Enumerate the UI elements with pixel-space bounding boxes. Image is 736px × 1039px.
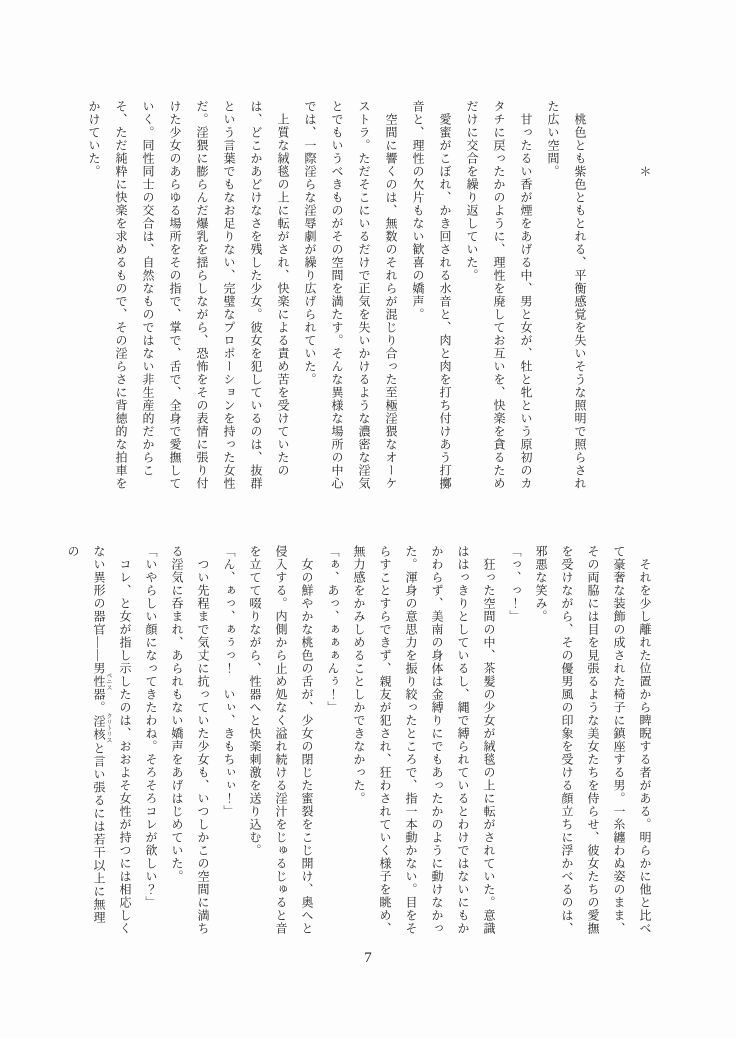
- paragraph: それを少し離れた位置から睥睨する者がある。明らかに他と比べて豪奢な装飾の成された椅子に鎮座する男。一糸纏わぬ姿のまま、その両脇には目を見張るような美女たちを侍らせ、彼女たちの愛撫を受けながら、その優男風の印象を受ける顔立ちに浮かべるのは、邪悪な笑み。: [534, 545, 652, 935]
- paragraph: 桃色とも紫色ともとれる、平衡感覚を失いそうな照明で照らされた広い空間。: [546, 100, 587, 490]
- scene-divider: ＊: [638, 165, 652, 178]
- paragraph: 空間に響くのは、無数のそれらが混じり合った至極淫猥なオーケストラ。ただそこにいるだけで正気を失いかけるような濃密な淫気とでもいうべきものがその空間を満たす。そんな異様な場所の中心では、一際淫らな淫辱劇が繰り広げられていた。: [303, 100, 398, 490]
- paragraph: 狂った空間の中、茶髪の少女が絨毯の上に転がされていた。意識ははっきりとしているし、縄で縛られているとわけではないにもかかわらず、美南の身体は金縛りにでもあったかのように動けなかった。渾身の意思力を振り絞ったところで、指一本動かない。目をそらすことすらできず、親友が犯され、狂わされていく様子を眺め、無力感をかみしめることしかできなかった。: [352, 545, 496, 935]
- paragraph: 上質な絨毯の上に転がされ、快楽による責め苦を受けていたのは、どこかあどけなさを残した少女。彼女を犯しているのは、抜群という言葉でもなお足りない、完璧なプロポーションを持った女性だ。淫猥に膨らんだ爆乳を揺らしながら、恐怖をその表情に張り付けた少女のあらゆる場所をその指で、掌で、舌で、全身で愛撫していく。同性同士の交合は、自然なものではない非生産的だからこそ、ただ純粋に快楽を求めるもので、その淫らさに背徳的な拍車をかけていた。: [87, 100, 290, 490]
- paragraph: つい先程まで気丈に抗っていた少女も、いつしかこの空間に満ちる淫気に呑まれ、あられもない嬌声をあげはじめていた。: [170, 545, 210, 935]
- page-number: 7: [364, 950, 372, 966]
- paragraph: 「ぁ、あっ、ぁぁぁんぅ！」: [326, 545, 340, 714]
- upper-text-block: [80, 100, 658, 490]
- lower-text-block: [60, 545, 658, 935]
- paragraph: 女の鮮やかな桃色の舌が、少女の閉じた蜜裂をこじ開け、奥へと侵入する。内側から止め処なく溢れ続ける淫汁をじゅるじゅると音を立てて啜りながら、性器へと快楽刺激を送り込む。: [248, 545, 314, 935]
- paragraph: 「ん、ぁっ、ぁぅっ！ いぃ、きもちぃぃ！」: [222, 545, 236, 818]
- paragraph: 愛蜜がこぼれ、かき回される水音と、肉と肉を打ち付けあう打擲音と、理性の欠片もない歓喜の嬌声。: [411, 100, 452, 490]
- ruby-annotated-word: 男性器 ペニス: [92, 662, 111, 701]
- paragraph: 「いやらしい顔になってきたわね。そろそろコレが欲しい？」: [144, 545, 158, 909]
- paragraph: 甘ったるい香が煙をあげる中、男と女が、牡と牝という原初のカタチに戻ったかのように、理性を廃してお互いを、快楽を貪るためだけに交合を繰り返していた。: [465, 100, 533, 490]
- paragraph: 「っ、っ！」: [508, 545, 522, 623]
- ruby-annotated-word: 淫核 クリトリス: [92, 713, 111, 743]
- paragraph: コレ、と女が指し示したのは、おおよそ女性が持つには相応しくない異形の器官――男性器 ペニス。淫核 クリトリスと言い張るには若干以上に無理の: [66, 545, 132, 935]
